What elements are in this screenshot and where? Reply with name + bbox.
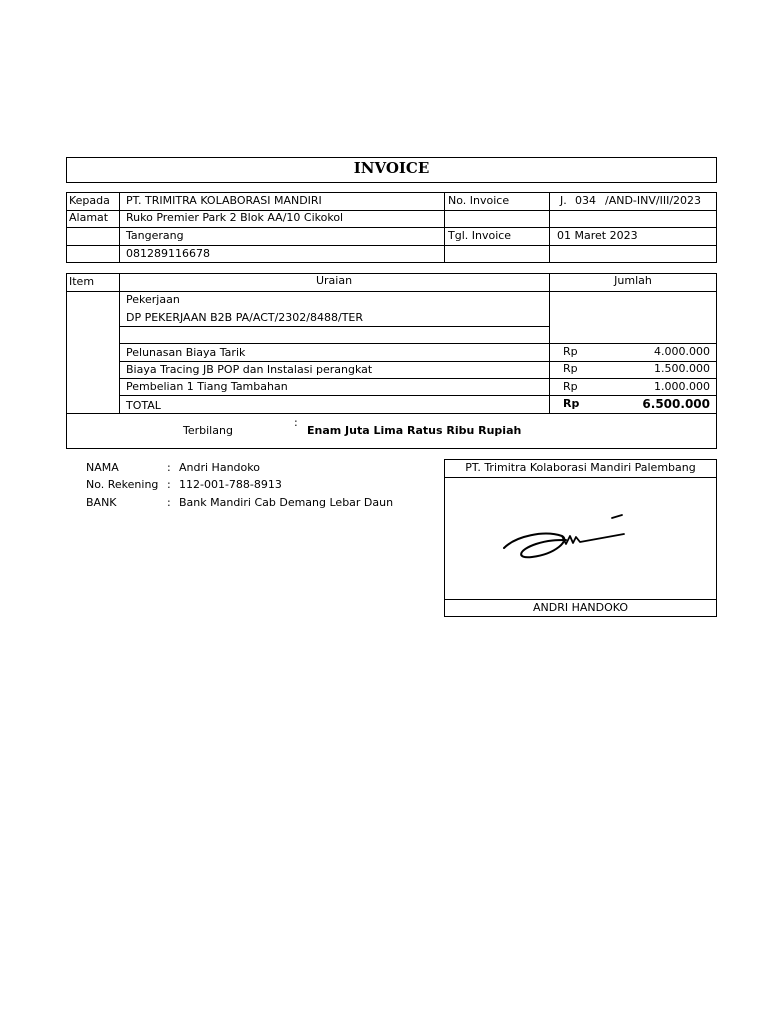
rekening-label: No. Rekening: [86, 478, 159, 491]
bank-value: Bank Mandiri Cab Demang Lebar Daun: [179, 496, 394, 509]
terbilang-value: Enam Juta Lima Ratus Ribu Rupiah: [307, 424, 522, 437]
no-invoice-label: No. Invoice: [448, 194, 510, 207]
alamat-line1: Ruko Premier Park 2 Blok AA/10 Cikokol: [126, 211, 344, 224]
nama-label: NAMA: [86, 461, 119, 474]
signature-company: PT. Trimitra Kolaborasi Mandiri Palembang: [465, 461, 696, 474]
col-uraian-header: Uraian: [315, 274, 353, 287]
no-invoice-number: 034: [575, 194, 596, 207]
items-row-divider: [119, 326, 549, 327]
bank-colon: :: [167, 496, 171, 509]
line-item-currency: Rp: [563, 380, 578, 393]
alamat-line2: Tangerang: [126, 229, 184, 242]
header-col-divider: [549, 192, 550, 263]
total-label: TOTAL: [126, 399, 161, 412]
line-item-desc: Pembelian 1 Tiang Tambahan: [126, 380, 288, 393]
signature-scribble: [496, 510, 636, 562]
items-total-divider: [66, 413, 717, 414]
rekening-colon: :: [167, 478, 171, 491]
section-label: Pekerjaan: [126, 293, 180, 306]
items-row-divider: [119, 395, 717, 396]
alamat-label: Alamat: [69, 211, 109, 224]
total-currency: Rp: [563, 397, 580, 410]
line-item-desc: Pelunasan Biaya Tarik: [126, 346, 246, 359]
total-amount: 6.500.000: [642, 397, 710, 411]
col-jumlah-header: Jumlah: [614, 274, 652, 287]
line-item-amount: 1.500.000: [654, 362, 710, 375]
header-col-divider: [444, 192, 445, 263]
no-invoice-prefix: J.: [560, 194, 567, 207]
header-row-divider: [66, 245, 717, 246]
kepada-label: Kepada: [69, 194, 110, 207]
line-item-amount: 4.000.000: [654, 345, 710, 358]
nama-colon: :: [167, 461, 171, 474]
no-invoice-suffix: /AND-INV/III/2023: [605, 194, 702, 207]
section-detail: DP PEKERJAAN B2B PA/ACT/2302/8488/TER: [126, 311, 364, 324]
invoice-title: INVOICE: [353, 159, 430, 177]
items-row-divider: [119, 343, 717, 344]
rekening-value: 112-001-788-8913: [179, 478, 282, 491]
items-row-divider: [119, 378, 717, 379]
header-row-divider: [66, 227, 717, 228]
signature-name: ANDRI HANDOKO: [532, 601, 629, 614]
line-item-desc: Biaya Tracing JB POP dan Instalasi perangkat: [126, 363, 373, 376]
nama-value: Andri Handoko: [179, 461, 260, 474]
line-item-currency: Rp: [563, 362, 578, 375]
phone-number: 081289116678: [126, 247, 210, 260]
header-col-divider: [119, 192, 120, 263]
terbilang-label: Terbilang: [183, 424, 233, 437]
line-item-amount: 1.000.000: [654, 380, 710, 393]
items-header-divider: [66, 291, 717, 292]
tgl-invoice-value: 01 Maret 2023: [557, 229, 638, 242]
terbilang-colon: :: [294, 416, 298, 429]
line-item-currency: Rp: [563, 345, 578, 358]
signature-header-divider: [444, 477, 717, 478]
kepada-value: PT. TRIMITRA KOLABORASI MANDIRI: [126, 194, 322, 207]
tgl-invoice-label: Tgl. Invoice: [448, 229, 512, 242]
signature-footer-divider: [444, 599, 717, 600]
bank-label: BANK: [86, 496, 117, 509]
col-item-header: Item: [69, 275, 95, 288]
